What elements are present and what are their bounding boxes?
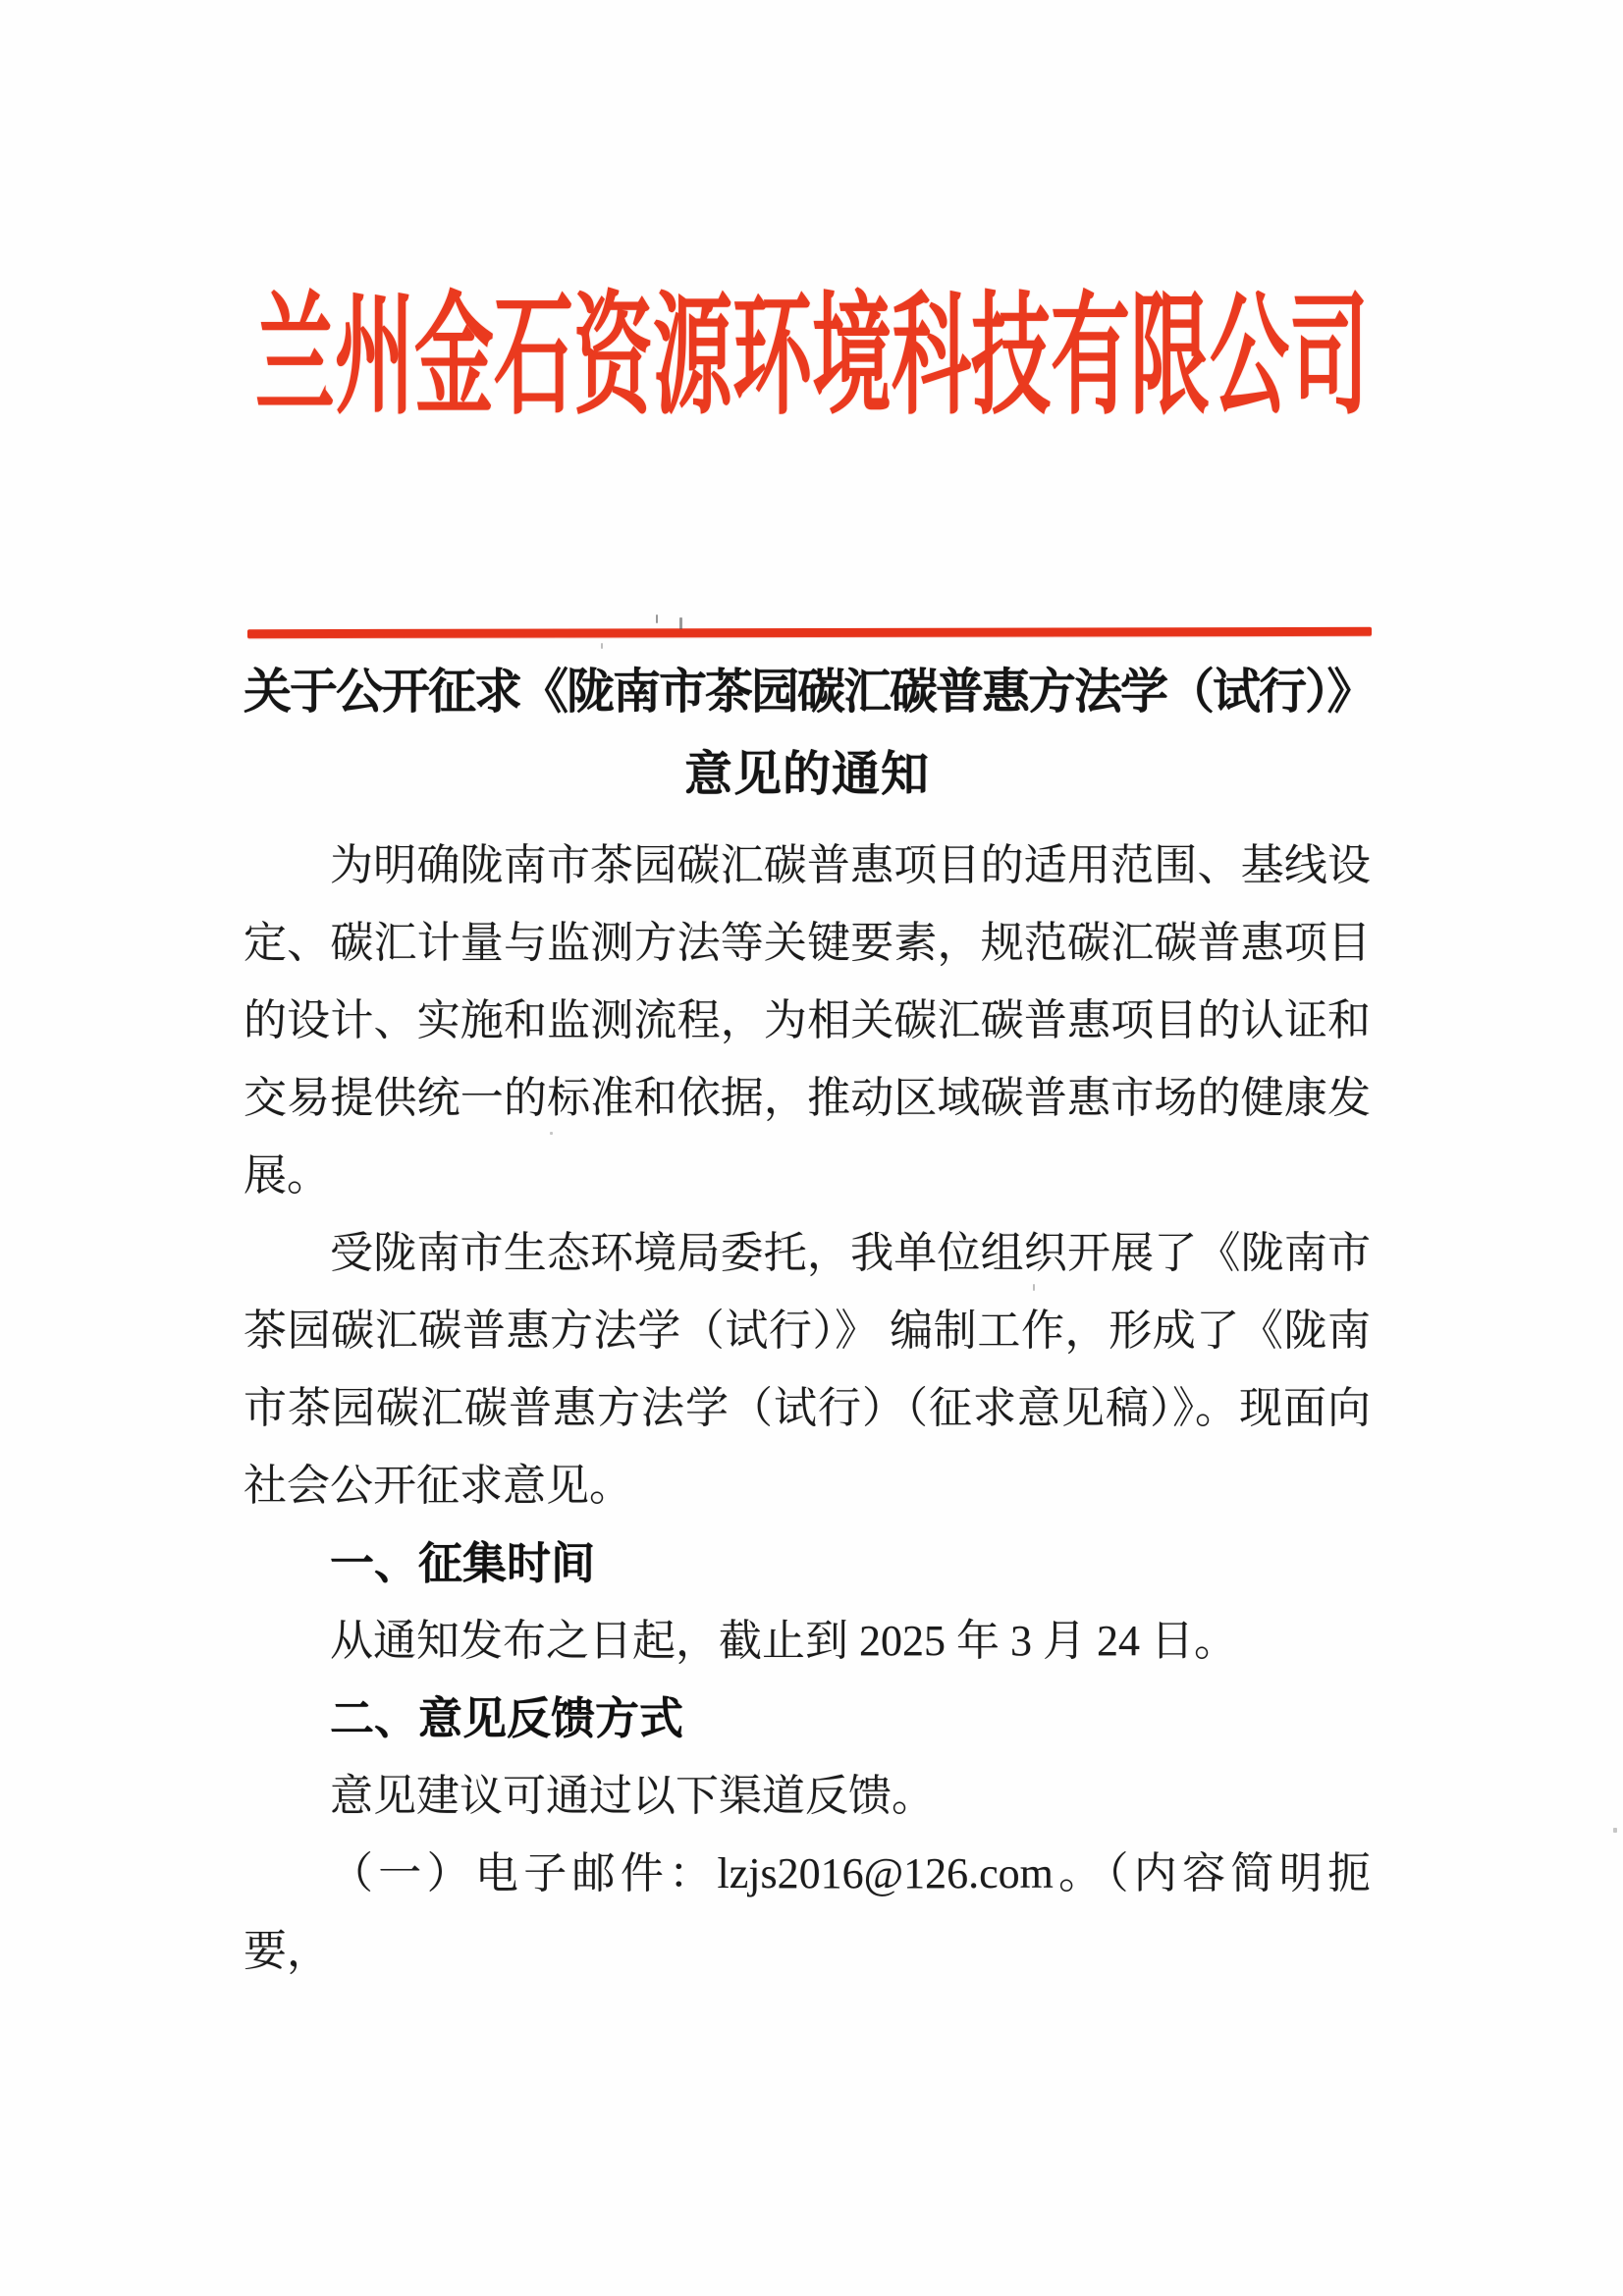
- company-letterhead: 兰州金石资源环境科技有限公司: [254, 285, 1369, 431]
- scan-speck: [550, 1132, 553, 1135]
- document-title: [243, 651, 1374, 816]
- document-body: [243, 827, 1371, 1990]
- section-heading-collection-time: 一、征集时间: [330, 1538, 596, 1588]
- scan-speck: [1613, 1828, 1617, 1833]
- letterhead-container: [0, 285, 1623, 432]
- paragraph-feedback-channels: 意见建议可通过以下渠道反馈。: [330, 1772, 935, 1820]
- document-title-line2: 意见的通知: [683, 747, 930, 801]
- paragraph-deadline: 从通知发布之日起，截止到 2025 年 3 月 24 日。: [330, 1617, 1237, 1665]
- paragraph-email-channel: （一）电子邮件：lzjs2016@126.com。（内容简明扼要，: [243, 1849, 1371, 1975]
- scan-speck: [1033, 1284, 1035, 1291]
- document-title-line1: 关于公开征求《陇南市茶园碳汇碳普惠方法学（试行）》: [243, 665, 1374, 719]
- letterhead-divider-line: [247, 627, 1372, 638]
- paragraph-background: 受陇南市生态环境局委托，我单位组织开展了《陇南市茶园碳汇碳普惠方法学（试行）》 编制工作，形成了《陇南市茶园碳汇碳普惠方法学（试行）（征求意见稿）》。现面向社会公开征求意见。: [243, 1229, 1371, 1510]
- scan-speck: [656, 614, 658, 623]
- paragraph-purpose: 为明确陇南市茶园碳汇碳普惠项目的适用范围、基线设定、碳汇计量与监测方法等关键要素，规范碳汇碳普惠项目的设计、实施和监测流程，为相关碳汇碳普惠项目的认证和交易提供统一的标准和依据，推动区域碳普惠市场的健康发展。: [243, 841, 1371, 1200]
- scan-speck: [679, 617, 682, 629]
- section-heading-feedback-method: 二、意见反馈方式: [330, 1693, 684, 1743]
- scan-speck: [601, 643, 603, 649]
